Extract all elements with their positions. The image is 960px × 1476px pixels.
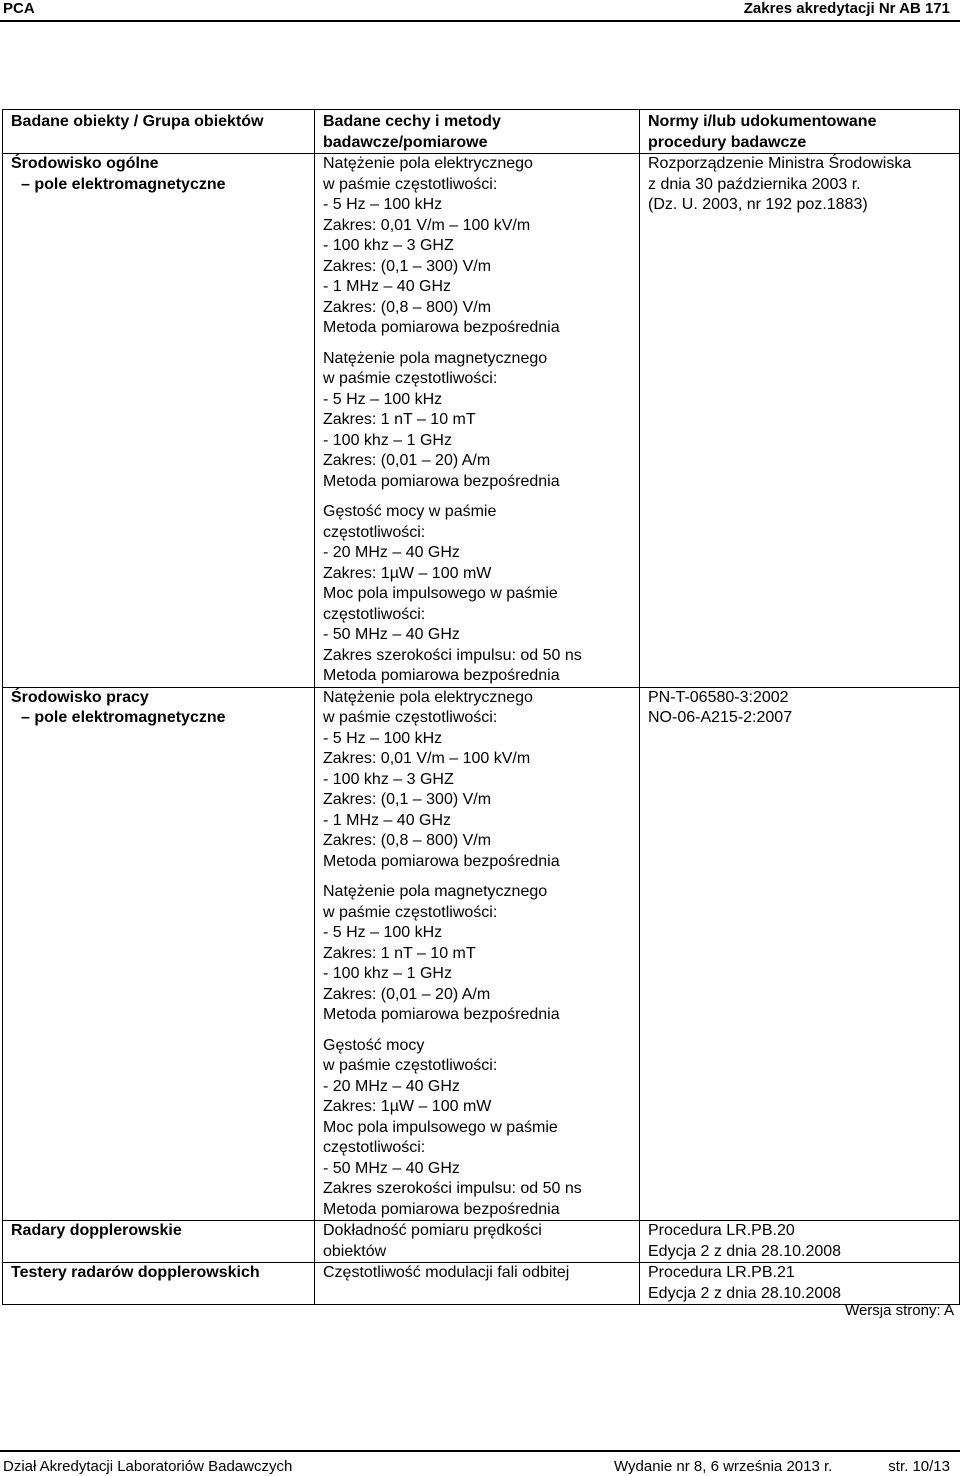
- magnetic-field-block: [323, 349, 631, 493]
- text-line: - 20 MHz – 40 GHz: [323, 1077, 460, 1095]
- text-line: PN-T-06580-3:2002: [648, 688, 789, 706]
- text-line: w paśmie częstotliwości:: [323, 370, 498, 387]
- text-line: Natężenie pola elektrycznego: [323, 688, 533, 706]
- text-line: Metoda pomiarowa bezpośrednia: [323, 852, 560, 870]
- text-line: Edycja 2 z dnia 28.10.2008: [648, 1242, 842, 1260]
- header-features: Badane cechy i metody badawcze/pomiarowe: [315, 110, 640, 154]
- feature-cell: [315, 154, 640, 688]
- text-line: w paśmie częstotliwości:: [323, 1057, 498, 1074]
- text-line: - 1 MHz – 40 GHz: [323, 278, 452, 295]
- magnetic-field-block: [323, 882, 631, 1026]
- text-line: obiektów: [323, 1242, 387, 1260]
- text-line: Gęstość mocy: [323, 1036, 425, 1054]
- text-line: - 50 MHz – 40 GHz: [323, 626, 460, 643]
- table-row: [3, 154, 960, 688]
- text-line: Zakres: 1µW – 100 mW: [323, 1098, 492, 1115]
- electric-field-block: [323, 688, 631, 873]
- text-line: w paśmie częstotliwości:: [323, 709, 498, 726]
- table-row: [3, 687, 960, 1221]
- page-footer: [0, 1450, 960, 1476]
- text-line: - 1 MHz – 40 GHz: [323, 811, 452, 829]
- text-line: NO-06-A215-2:2007: [648, 709, 793, 726]
- page-header: [0, 0, 960, 20]
- feature-cell: Częstotliwość modulacji fali odbitej: [315, 1263, 640, 1305]
- text-line: - 50 MHz – 40 GHz: [323, 1159, 460, 1177]
- object-cell: Środowisko pracy – pole elektromagnetyczne: [3, 687, 315, 1221]
- header-title: Zakres akredytacji Nr AB 171: [743, 0, 950, 17]
- text-line: Procedura LR.PB.21: [648, 1264, 795, 1281]
- text-line: - 100 khz – 1 GHz: [323, 431, 452, 449]
- text-line: Zakres: (0,01 – 20) A/m: [323, 985, 491, 1003]
- text-line: (Dz. U. 2003, nr 192 poz.1883): [648, 196, 868, 213]
- footer-edition: Wydanie nr 8, 6 września 2013 r.: [614, 1458, 833, 1475]
- text-line: w paśmie częstotliwości:: [323, 903, 498, 921]
- text-line: Zakres szerokości impulsu: od 50 ns: [323, 646, 582, 664]
- text-line: Moc pola impulsowego w paśmie: [323, 1118, 558, 1136]
- footer-page-number: str. 10/13: [888, 1458, 950, 1475]
- text-line: - 100 khz – 3 GHZ: [323, 237, 454, 254]
- header-norms: Normy i/lub udokumentowane procedury badawcze: [640, 110, 960, 154]
- text-line: - 5 Hz – 100 kHz: [323, 924, 443, 941]
- text-line: Zakres: (0,1 – 300) V/m: [323, 791, 492, 808]
- text-line: - 100 khz – 1 GHz: [323, 965, 452, 982]
- text-line: Zakres: (0,01 – 20) A/m: [323, 452, 491, 469]
- page-version: Wersja strony: A: [845, 1302, 954, 1319]
- text-line: Gęstość mocy w paśmie: [323, 503, 497, 520]
- text-line: Metoda pomiarowa bezpośrednia: [323, 1200, 560, 1218]
- norm-cell: [640, 1263, 960, 1305]
- text-line: Metoda pomiarowa bezpośrednia: [323, 319, 560, 336]
- text-line: Zakres: 1µW – 100 mW: [323, 564, 492, 582]
- text-line: częstotliwości:: [323, 605, 426, 623]
- text-line: Dokładność pomiaru prędkości: [323, 1222, 542, 1239]
- text-line: Procedura LR.PB.20: [648, 1222, 795, 1239]
- text-line: - 5 Hz – 100 kHz: [323, 390, 443, 408]
- text-line: Zakres: 1 nT – 10 mT: [323, 944, 476, 962]
- text-line: Natężenie pola magnetycznego: [323, 349, 548, 367]
- text-line: Zakres szerokości impulsu: od 50 ns: [323, 1180, 582, 1197]
- norm-cell: [640, 687, 960, 1221]
- feature-cell: [315, 1221, 640, 1263]
- text-line: Zakres: (0,8 – 800) V/m: [323, 832, 492, 849]
- table-row: [3, 1221, 960, 1263]
- text-line: Metoda pomiarowa bezpośrednia: [323, 472, 560, 490]
- norm-cell: [640, 1221, 960, 1263]
- text-line: Metoda pomiarowa bezpośrednia: [323, 1006, 560, 1023]
- text-line: - 5 Hz – 100 kHz: [323, 729, 443, 747]
- text-line: Zakres: 0,01 V/m – 100 kV/m: [323, 750, 531, 767]
- footer-rule: [0, 1450, 960, 1452]
- text-line: z dnia 30 października 2003 r.: [648, 175, 861, 193]
- text-line: Natężenie pola magnetycznego: [323, 883, 548, 900]
- text-line: Zakres: 0,01 V/m – 100 kV/m: [323, 216, 531, 234]
- text-line: - 5 Hz – 100 kHz: [323, 196, 443, 213]
- text-line: Rozporządzenie Ministra Środowiska: [648, 155, 912, 172]
- power-density-block: [323, 1036, 631, 1221]
- header-rule: [0, 20, 960, 22]
- object-cell: Radary dopplerowskie: [3, 1221, 315, 1263]
- text-line: - 20 MHz – 40 GHz: [323, 544, 460, 561]
- footer-department: Dział Akredytacji Laboratoriów Badawczych: [3, 1458, 293, 1475]
- text-line: - 100 khz – 3 GHZ: [323, 770, 454, 788]
- text-line: Natężenie pola elektrycznego: [323, 155, 533, 172]
- feature-cell: [315, 687, 640, 1221]
- header-org: PCA: [3, 0, 35, 17]
- object-cell: Testery radarów dopplerowskich: [3, 1263, 315, 1305]
- norm-cell: [640, 154, 960, 688]
- text-line: Edycja 2 z dnia 28.10.2008: [648, 1284, 842, 1302]
- text-line: Zakres: (0,8 – 800) V/m: [323, 298, 492, 316]
- header-objects: Badane obiekty / Grupa obiektów: [3, 110, 315, 154]
- text-line: częstotliwości:: [323, 1139, 426, 1156]
- text-line: Zakres: (0,1 – 300) V/m: [323, 257, 492, 275]
- table-header-row: [3, 110, 960, 154]
- electric-field-block: [323, 154, 631, 339]
- text-line: częstotliwości:: [323, 523, 426, 541]
- table-row: [3, 1263, 960, 1305]
- text-line: Metoda pomiarowa bezpośrednia: [323, 667, 560, 684]
- object-cell: Środowisko ogólne – pole elektromagnetyczne: [3, 154, 315, 688]
- text-line: Zakres: 1 nT – 10 mT: [323, 411, 476, 428]
- accreditation-table: [2, 109, 960, 1305]
- text-line: Moc pola impulsowego w paśmie: [323, 585, 558, 602]
- text-line: w paśmie częstotliwości:: [323, 175, 498, 193]
- power-density-block: [323, 502, 631, 687]
